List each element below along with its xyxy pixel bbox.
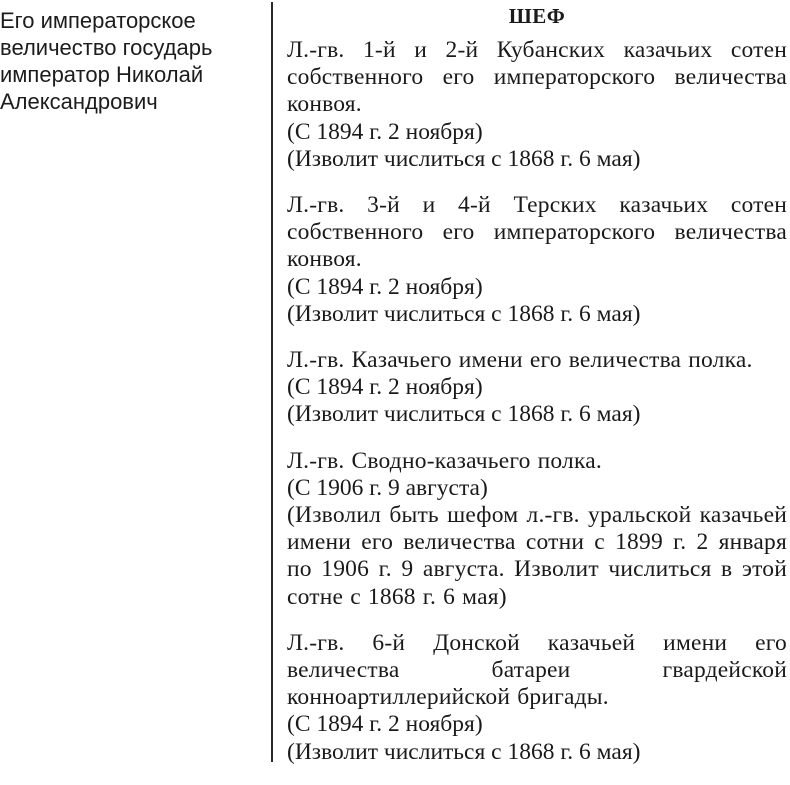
unit-note: (Изволит числиться с 1868 г. 6 мая) xyxy=(287,145,641,172)
unit-note: (Изволит числиться с 1868 г. 6 мая) xyxy=(287,401,641,428)
chief-name: Его императорское величество государь император Николай Александрович xyxy=(0,8,213,114)
unit-note: (Изволил быть шефом л.-гв. уральской казачьей имени его величества сотни с 1899 г. 2 января по 1906 г. 9 августа. Изволит числиться в этой сотне с 1868 г. 6 мая) xyxy=(287,502,787,610)
unit-name: Л.-гв. 1-й и 2-й Кубанских казачьих сотен собственного его императорского величества конвоя. xyxy=(287,37,787,118)
unit-note: (Изволит числиться с 1868 г. 6 мая) xyxy=(287,738,641,765)
unit-entry xyxy=(287,192,787,328)
unit-since-date: (С 1894 г. 2 ноября) xyxy=(287,711,483,738)
unit-entry xyxy=(287,630,787,766)
chief-name-column xyxy=(0,7,262,115)
unit-name: Л.-гв. Казачьего имени его величества полка. xyxy=(287,347,753,374)
unit-since-date: (С 1894 г. 2 ноября) xyxy=(287,273,483,300)
column-divider xyxy=(271,2,273,762)
unit-since-date: (С 1906 г. 9 августа) xyxy=(287,474,488,501)
unit-entry xyxy=(287,37,787,173)
units-column xyxy=(287,3,787,785)
section-heading: ШЕФ xyxy=(508,4,566,28)
unit-entry xyxy=(287,347,787,429)
unit-note: (Изволит числиться с 1868 г. 6 мая) xyxy=(287,300,641,327)
unit-name: Л.-гв. Сводно-казачьего полка. xyxy=(287,447,602,474)
unit-since-date: (С 1894 г. 2 ноября) xyxy=(287,374,483,401)
unit-since-date: (С 1894 г. 2 ноября) xyxy=(287,118,483,145)
unit-name: Л.-гв. 3-й и 4-й Терских казачьих сотен собственного его императорского величества конвоя. xyxy=(287,192,787,273)
unit-name: Л.-гв. 6-й Донской казачьей имени его величества батареи гвардейской конноартиллерийской бригады. xyxy=(287,629,787,711)
unit-entry xyxy=(287,448,787,611)
